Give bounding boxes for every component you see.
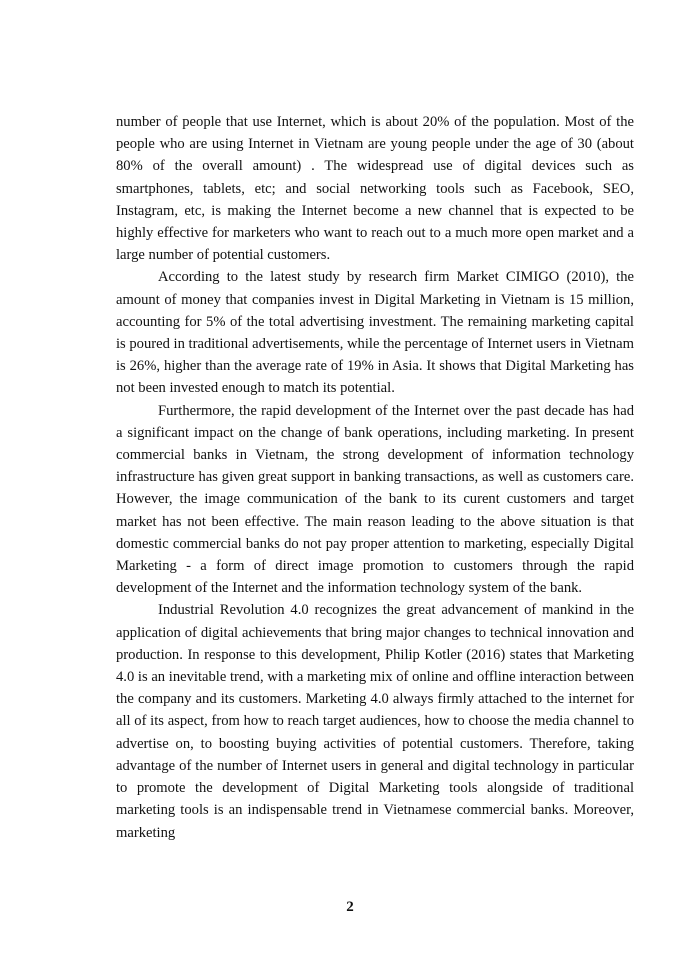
body-text: [116, 111, 634, 844]
page-number: 2: [346, 899, 354, 915]
paragraph-4: Industrial Revolution 4.0 recognizes the great advancement of mankind in the application of digital achievements that bring major changes to technical innovation and production. In response to this development, Philip Kotler (2016) states that Marketing 4.0 is an inevitable trend, with a marketing mix of online and offline interaction between the company and its customers. Marketing 4.0 always firmly attached to the internet for all of its aspect, from how to reach target audiences, how to choose the media channel to advertise on, to boosting buying activities of potential customers. Therefore, taking advantage of the number of Internet users in general and digital technology in particular to promote the development of Digital Marketing tools alongside of traditional marketing tools is an indispensable trend in Vietnamese commercial banks. Moreover, marketing: [116, 602, 634, 841]
paragraph-3: Furthermore, the rapid development of the Internet over the past decade has had a significant impact on the change of bank operations, including marketing. In present commercial banks in Vietnam, the strong development of information technology infrastructure has given great support in banking transactions, as well as customers care. However, the image communication of the bank to its curent customers and target market has not been effective. The main reason leading to the above situation is that domestic commercial banks do not pay proper attention to marketing, especially Digital Marketing - a form of direct image promotion to customers through the rapid development of the Internet and the information technology system of the bank.: [116, 402, 634, 597]
paragraph-1: number of people that use Internet, which is about 20% of the population. Most of the people who are using Internet in Vietnam are young people under the age of 30 (about 80% of the overall amount) . The widespread use of digital devices such as smartphones, tablets, etc; and social networking tools such as Facebook, SEO, Instagram, etc, is making the Internet become a new channel that is expected to be highly effective for marketers who want to reach out to a much more open market and a large number of potential customers.: [116, 114, 634, 264]
paragraph-2: According to the latest study by research firm Market CIMIGO (2010), the amount of money that companies invest in Digital Marketing in Vietnam is 15 million, accounting for 5% of the total advertising investment. The remaining marketing capital is poured in traditional advertisements, while the percentage of Internet users in Vietnam is 26%, higher than the average rate of 19% in Asia. It shows that Digital Marketing has not been invested enough to match its potential.: [116, 269, 634, 397]
